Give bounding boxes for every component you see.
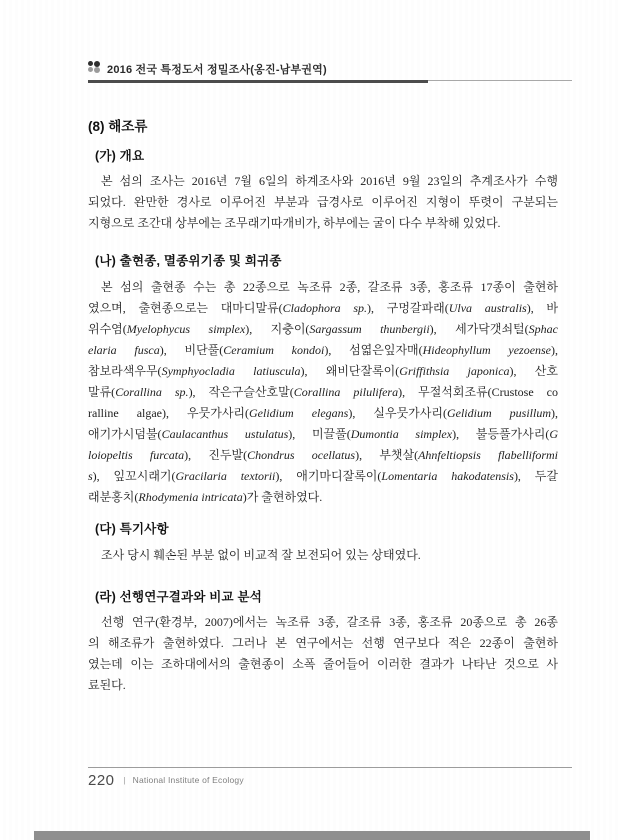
text-run: ), 무절석회조류(Crustose co [398,385,558,399]
species-latin-name: Myelophycus simplex [126,322,246,336]
paragraph-overview [88,171,558,234]
text-run: ), 산호 [509,364,558,378]
paragraph-line [88,545,558,566]
text-run: ), 비단풀( [159,343,224,357]
text-run: ), 지충이( [245,322,310,336]
paragraph-line [88,445,558,466]
dot [88,67,93,72]
paragraph-line [88,403,558,424]
species-latin-name: Caulacanthus ustulatus [161,427,289,441]
text-run: ), [551,406,558,420]
text-run: 본 섬의 조사는 2016년 7월 6일의 하계조사와 2016년 9월 23일의 추계조사가 수행 [101,174,558,188]
paragraph-comparison [88,612,558,696]
species-latin-name: Ahnfeltiopsis flabelliformi [418,448,558,462]
subsection-heading-ga: (가) 개요 [95,149,145,163]
species-latin-name: Gelidium elegans [249,406,349,420]
text-run: ), 불등풀가사리( [452,427,550,441]
subsection-heading-da: (다) 특기사항 [95,522,169,536]
text-run: ), 구멍갈파래( [367,301,449,315]
text-run: 지형으로 조간대 상부에는 조무래기따개비가, 하부에는 굴이 다수 부착해 있었다. [88,216,501,230]
text-run: ), 세가닥갯쇠털( [429,322,529,336]
text-run: 의 해조류가 출현하였다. 그러나 본 연구에서는 선행 연구보다 적은 22종이 출현하 [88,636,558,650]
text-run: )가 출현하였다. [242,490,323,504]
paragraph-line [88,466,558,487]
paragraph-line [88,213,558,234]
page-number: 220 [88,771,115,789]
dot [88,61,93,66]
species-latin-name: Dumontia simplex [350,427,453,441]
species-latin-name: elaria fusca [88,343,160,357]
species-latin-name: Gracilaria textorii [175,469,276,483]
running-header-title: 2016 전국 특정도서 정밀조사(옹진-남부권역) [107,64,327,76]
text-run: 였는데 이는 조하대에서의 출현종이 소폭 줄어들어 이러한 결과가 나타난 것으로 사 [88,657,558,671]
species-latin-name: Corallina pilulifera [293,385,399,399]
page-bottom-bar [34,831,590,840]
paragraph-line [88,654,558,675]
text-run: ), 왜비단잘록이( [300,364,400,378]
species-latin-name: Griffithsia japonica [399,364,510,378]
text-run: ), 미끌풀( [288,427,351,441]
species-latin-name: Symphyocladia latiuscula [161,364,301,378]
text-run: 래분홍치( [88,490,139,504]
text-run: ), 진두발( [184,448,248,462]
text-run: 선행 연구(환경부, 2007)에서는 녹조류 3종, 갈조류 3종, 홍조류 20종으로 총 26종 [101,615,558,629]
text-run: 조사 당시 훼손된 부분 없이 비교적 잘 보전되어 있는 상태였다. [101,548,421,562]
header-rule-light [428,80,572,81]
text-run: 료된다. [88,678,126,692]
footer [88,771,244,789]
header-rule-dark [88,80,428,83]
paragraph-line [88,319,558,340]
paragraph-line [88,424,558,445]
paragraph-line [88,298,558,319]
paragraph-line [88,633,558,654]
subsection-heading-ra: (라) 선행연구결과와 비교 분석 [95,590,263,604]
paragraph-line [88,487,558,508]
species-latin-name: Ceramium kondoi [223,343,325,357]
subsection-heading-na: (나) 출현종, 멸종위기종 및 희귀종 [95,254,282,268]
quad-dots-icon [88,61,101,73]
text-run: ), [551,343,558,357]
dot [94,67,100,73]
species-latin-name: Chondrus ocellatus [247,448,356,462]
text-run: ), 실우뭇가사리( [348,406,447,420]
species-latin-name: s [88,469,93,483]
text-run: 본 섬의 출현종 수는 총 22종으로 녹조류 2종, 갈조류 3종, 홍조류 17종이 출현하 [101,280,558,294]
text-run: 였으며, 출현종으로는 대마디말류( [88,301,283,315]
paragraph-line [88,382,558,403]
species-latin-name: Corallina sp. [115,385,189,399]
paragraph-species [88,277,558,508]
species-latin-name: Sargassum thunbergii [309,322,430,336]
text-run: 애기가시덤불( [88,427,162,441]
paragraph-line [88,612,558,633]
species-latin-name: Gelidium pusillum [446,406,551,420]
species-latin-name: Lomentaria hakodatensis [381,469,514,483]
text-run: ), 작은구슬산호말( [188,385,294,399]
species-latin-name: Hideophyllum yezoense [422,343,552,357]
footer-rule [88,767,572,768]
text-run: 되었다. 완만한 경사로 이루어진 부분과 급경사로 이루어진 지형이 뚜렷이 구분되는 [88,195,558,209]
text-run: 참보라색우무( [88,364,162,378]
species-latin-name: Cladophora sp. [282,301,368,315]
paragraph-remarks [88,545,558,566]
institute-name: National Institute of Ecology [132,775,244,785]
species-latin-name: Sphac [528,322,558,336]
species-latin-name: Rhodymenia intricata [138,490,243,504]
paragraph-line [88,361,558,382]
text-run: ralline algae), 우뭇가사리( [88,406,249,420]
paragraph-line [88,675,558,696]
species-latin-name: G [549,427,558,441]
text-run: ), 애기마디잘록이( [275,469,382,483]
text-run: 말류( [88,385,116,399]
text-run: ), 부챗살( [355,448,419,462]
text-run: ), 잎꼬시래기( [92,469,176,483]
paragraph-line [88,192,558,213]
section-heading: (8) 해조류 [88,119,148,134]
text-run: 위수염( [88,322,127,336]
paragraph-line [88,340,558,361]
text-run: ), 두갈 [513,469,558,483]
text-run: ), 섬엷은잎자매( [324,343,423,357]
text-run: ), 바 [526,301,558,315]
paragraph-line [88,277,558,298]
species-latin-name: loiopeltis furcata [88,448,185,462]
footer-separator: | [123,775,126,785]
species-latin-name: Ulva australis [448,301,527,315]
paragraph-line [88,171,558,192]
